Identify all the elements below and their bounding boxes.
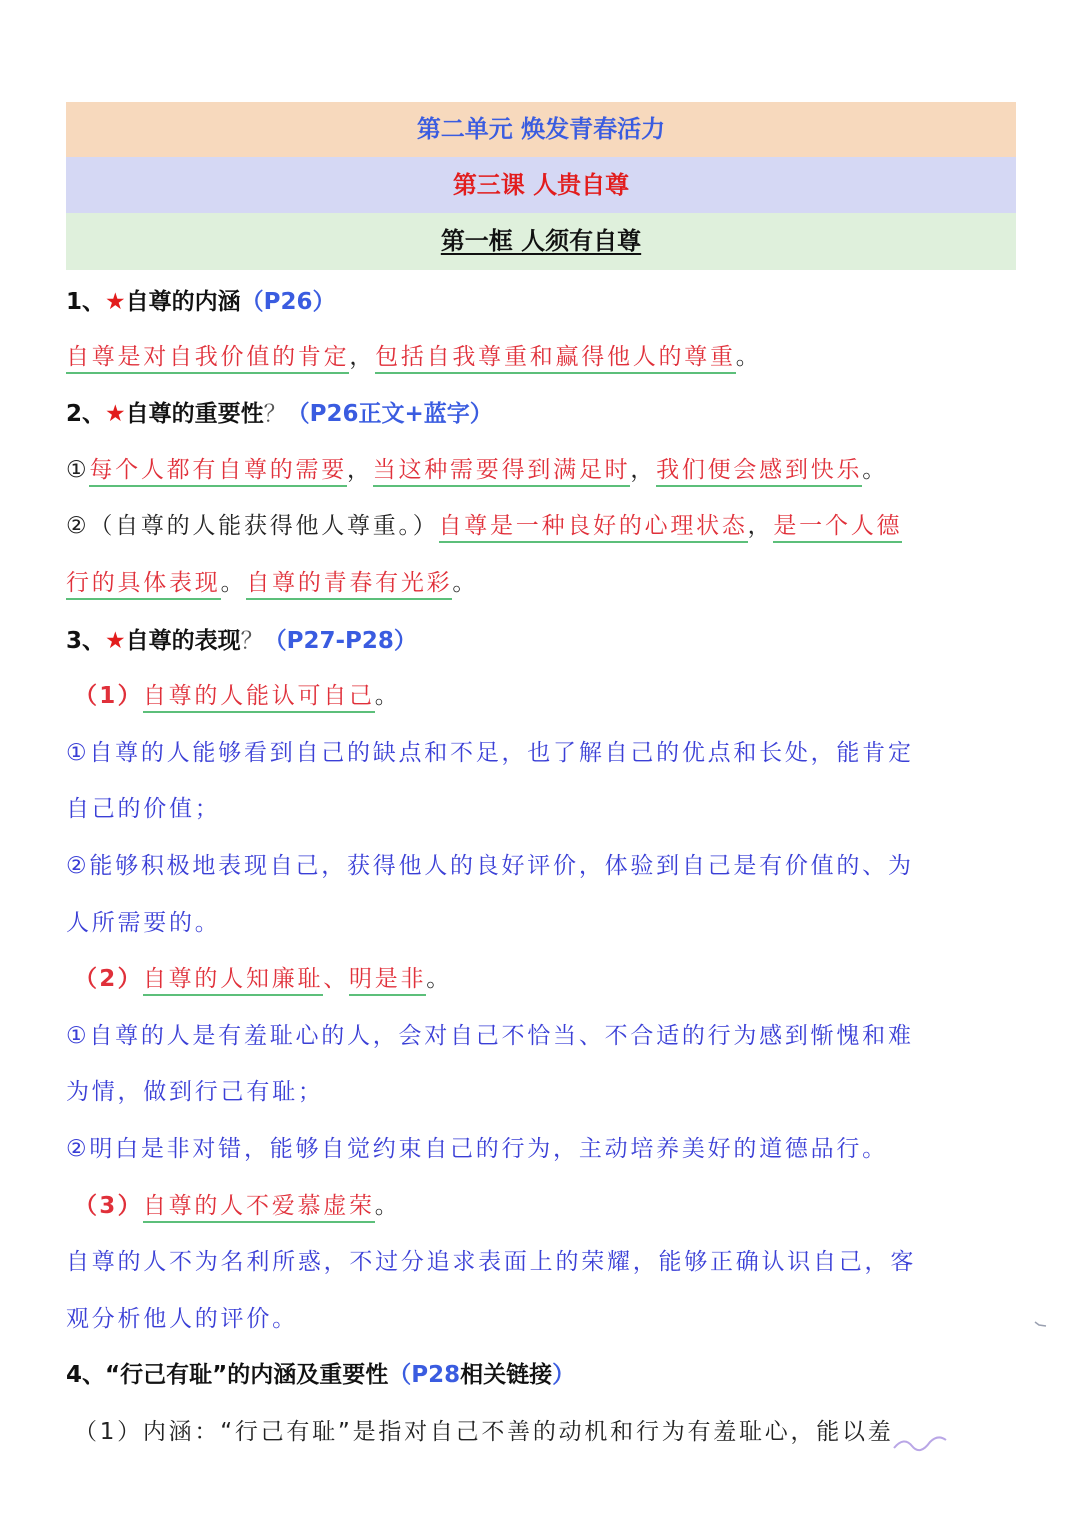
section-4-heading xyxy=(66,1359,1026,1391)
separator: 。 xyxy=(452,570,479,596)
section-2-line-3 xyxy=(66,567,1026,599)
section-number: 2、 xyxy=(66,401,106,427)
lesson-title-band xyxy=(66,157,1016,213)
section-3-heading xyxy=(66,625,1026,657)
scribble-mark-icon xyxy=(890,1430,950,1454)
page-reference: （P27-P28） xyxy=(263,628,417,654)
frame-title: 第一框 人须有自尊 xyxy=(440,227,642,255)
section-3-sub-3 xyxy=(74,1190,1034,1222)
stray-mark-icon xyxy=(1034,1316,1048,1322)
sub-label: （2） xyxy=(74,966,143,992)
section-4-line-1: （1）内涵：“行己有耻”是指对自己不善的动机和行为有羞耻心，能以羞 xyxy=(74,1419,894,1445)
underlined-phrase: 是一个人德 xyxy=(773,513,902,543)
underlined-phrase: 自尊的人能认可自己 xyxy=(143,683,375,713)
separator: ， xyxy=(747,513,774,539)
paragraph-line: 自尊的人不为名利所惑，不过分追求表面上的荣耀，能够正确认识自己，客 xyxy=(66,1249,917,1275)
paragraph-line: ①自尊的人是有羞耻心的人，会对自己不恰当、不合适的行为感到惭愧和难 xyxy=(66,1023,914,1049)
lesson-title: 第三课 人贵自尊 xyxy=(452,171,630,199)
underlined-phrase: 自尊的人不爱慕虚荣 xyxy=(143,1193,375,1223)
page-reference-label: 相关链接 xyxy=(460,1362,553,1388)
question-mark: ？ xyxy=(263,401,287,427)
separator: ， xyxy=(630,457,657,483)
paragraph-line: 人所需要的。 xyxy=(66,910,221,936)
sub-label: （3） xyxy=(74,1193,143,1219)
unit-title-band xyxy=(66,102,1016,157)
underlined-phrase: 每个人都有自尊的需要 xyxy=(89,457,347,487)
underlined-phrase: 自尊的青春有光彩 xyxy=(246,570,452,600)
underlined-phrase: 我们便会感到快乐 xyxy=(656,457,862,487)
separator: 。 xyxy=(862,457,888,483)
separator: 。 xyxy=(374,1193,401,1219)
section-2-line-2 xyxy=(66,510,1026,542)
frame-title-band xyxy=(66,213,1016,270)
paragraph-line: 观分析他人的评价。 xyxy=(66,1306,298,1332)
star-icon: ★ xyxy=(105,401,126,427)
section-number: 1、 xyxy=(66,289,106,315)
page-reference: （P26） xyxy=(240,289,336,315)
underlined-phrase: 明是非 xyxy=(349,966,426,996)
star-icon: ★ xyxy=(105,289,126,315)
section-1-text xyxy=(66,341,1026,373)
paragraph-line: 为情，做到行己有耻； xyxy=(66,1079,324,1105)
underlined-phrase: 行的具体表现 xyxy=(66,570,221,600)
paragraph-line: ②明白是非对错，能够自觉约束自己的行为，主动培养美好的道德品行。 xyxy=(66,1136,888,1162)
page-reference-open: （P28 xyxy=(388,1362,461,1388)
section-title: “行己有耻”的内涵及重要性 xyxy=(105,1362,389,1388)
paragraph-line: 自己的价值； xyxy=(66,796,221,822)
section-1-heading xyxy=(66,286,1026,318)
separator: 。 xyxy=(374,683,401,709)
section-number: 3、 xyxy=(66,628,106,654)
underlined-phrase: 自尊的人知廉耻 xyxy=(143,966,323,996)
separator: 。 xyxy=(220,570,247,596)
section-2-heading xyxy=(66,398,1026,430)
circled-number: ① xyxy=(66,457,90,483)
separator: ， xyxy=(349,344,376,370)
star-icon: ★ xyxy=(105,628,126,654)
section-3-sub-1 xyxy=(74,680,1034,712)
section-title: 自尊的重要性 xyxy=(125,401,264,427)
underlined-phrase: 自尊是对自我价值的肯定 xyxy=(66,344,349,374)
unit-title: 第二单元 焕发青春活力 xyxy=(416,115,666,143)
page-reference: （P26正文+蓝字） xyxy=(286,401,493,427)
section-3-sub-2 xyxy=(74,963,1034,995)
section-number: 4、 xyxy=(66,1362,106,1388)
section-2-line-1 xyxy=(66,454,1026,486)
underlined-phrase: 自尊是一种良好的心理状态 xyxy=(439,513,748,543)
question-mark: ？ xyxy=(240,628,264,654)
paragraph-line: ①自尊的人能够看到自己的缺点和不足，也了解自己的优点和长处，能肯定 xyxy=(66,740,914,766)
separator: 、 xyxy=(323,966,349,992)
separator: 。 xyxy=(735,344,762,370)
underlined-phrase: 当这种需要得到满足时 xyxy=(373,457,631,487)
paragraph-line: ②能够积极地表现自己，获得他人的良好评价，体验到自己是有价值的、为 xyxy=(66,853,914,879)
separator: ， xyxy=(347,457,373,483)
sub-label: （1） xyxy=(74,683,143,709)
circled-number: ②（自尊的人能获得他人尊重。） xyxy=(66,513,439,539)
underlined-phrase: 包括自我尊重和赢得他人的尊重 xyxy=(375,344,736,374)
section-title: 自尊的内涵 xyxy=(125,289,241,315)
separator: 。 xyxy=(426,966,453,992)
section-title: 自尊的表现 xyxy=(125,628,241,654)
page-reference-close: ） xyxy=(552,1362,576,1388)
